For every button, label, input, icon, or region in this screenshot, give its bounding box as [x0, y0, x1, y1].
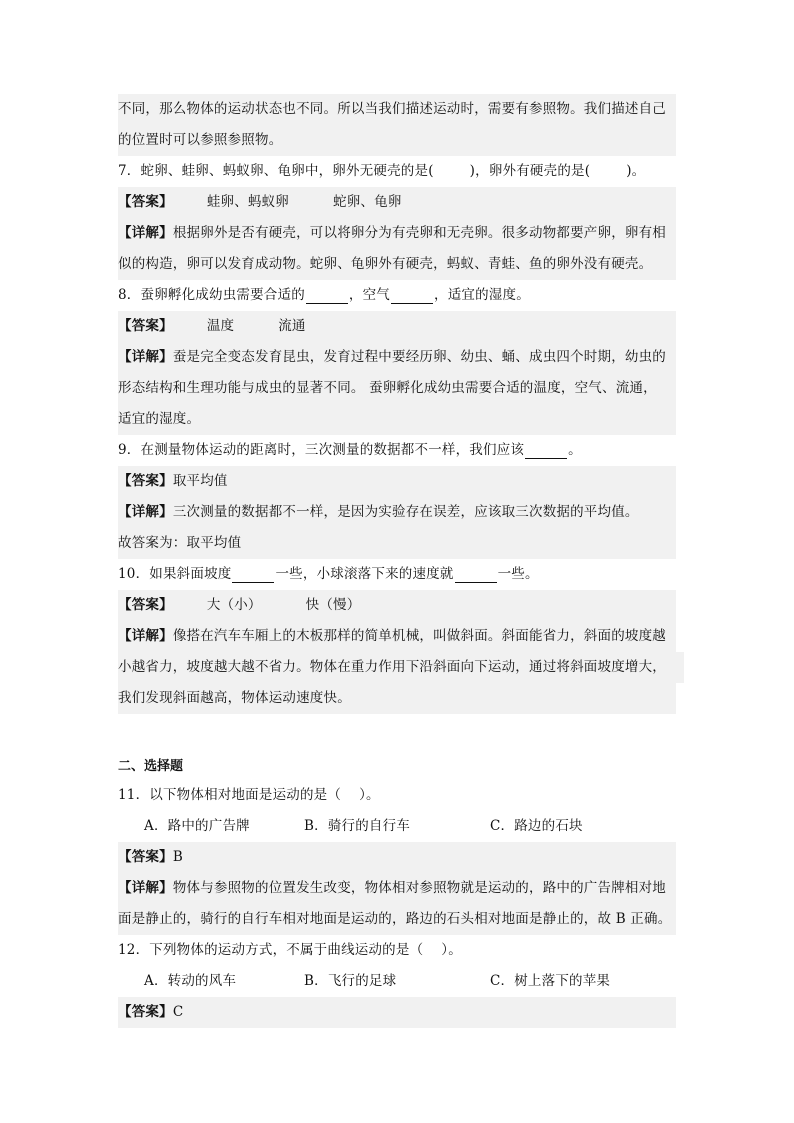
- detail-7: 【详解】根据卵外是否有硬壳，可以将卵分为有壳卵和无壳卵。很多动物都要产卵，卵有相: [118, 218, 676, 249]
- answer-label: 【答案】: [118, 849, 173, 865]
- answer-8: 【答案】 温度 流通: [118, 311, 676, 342]
- detail-10-cont: 我们发现斜面越高，物体运动速度快。: [118, 683, 676, 714]
- answer-label: 【答案】: [118, 318, 173, 334]
- option-c: C．路边的石块: [490, 818, 583, 834]
- detail-label: 【详解】: [118, 349, 173, 365]
- detail-7-cont: 似的构造，卵可以发育成动物。蛇卵、龟卵外有硬壳，蚂蚁、青蛙、鱼的卵外没有硬壳。: [118, 249, 676, 280]
- detail-label: 【详解】: [118, 880, 173, 896]
- prev-detail-line: 的位置时可以参照参照物。: [118, 125, 676, 156]
- detail-8-cont: 形态结构和生理功能与成虫的显著不同。 蚕卵孵化成幼虫需要合适的温度，空气、流通，: [118, 373, 676, 404]
- option-c: C．树上落下的苹果: [490, 973, 611, 989]
- question-10: 10．如果斜面坡度 一些，小球滚落下来的速度就 一些。: [118, 566, 539, 582]
- detail-8: 【详解】蚕是完全变态发育昆虫，发育过程中要经历卵、幼虫、蛹、成虫四个时期，幼虫的: [118, 342, 676, 373]
- options-12: [118, 966, 676, 997]
- detail-10-cont: 小越省力，坡度越大越不省力。物体在重力作用下沿斜面向下运动，通过将斜面坡度增大，: [118, 652, 684, 683]
- detail-label: 【详解】: [118, 628, 173, 644]
- answer-label: 【答案】: [118, 473, 173, 489]
- question-9: 9．在测量物体运动的距离时，三次测量的数据都不一样，我们应该 。: [118, 442, 582, 458]
- answer-blank: [232, 566, 274, 583]
- answer-label: 【答案】: [118, 1004, 173, 1020]
- options-11: [118, 811, 676, 842]
- answer-blank: [455, 566, 497, 583]
- answer-11: 【答案】B: [118, 842, 676, 873]
- detail-11: 【详解】物体与参照物的位置发生改变，物体相对参照物就是运动的，路中的广告牌相对地: [118, 873, 676, 904]
- answer-blank: [525, 442, 567, 459]
- question-7: 7．蛇卵、蛙卵、蚂蚁卵、龟卵中，卵外无硬壳的是( )，卵外有硬壳的是( )。: [118, 163, 646, 179]
- answer-7: 【答案】 蛙卵、蚂蚁卵 蛇卵、龟卵: [118, 187, 676, 218]
- detail-label: 【详解】: [118, 225, 173, 241]
- section-title: 二、选择题: [118, 759, 184, 774]
- option-b: B．骑行的自行车: [304, 818, 411, 834]
- answer-blank: [306, 287, 348, 304]
- question-11: 11．以下物体相对地面是运动的是（ ）。: [118, 787, 380, 803]
- question-12: 12．下列物体的运动方式，不属于曲线运动的是（ ）。: [118, 942, 462, 958]
- detail-label: 【详解】: [118, 504, 173, 520]
- answer-10: 【答案】 大（小） 快（慢）: [118, 590, 676, 621]
- option-b: B．飞行的足球: [304, 973, 397, 989]
- detail-9-final: 故答案为：取平均值: [118, 528, 676, 559]
- answer-blank: [391, 287, 433, 304]
- detail-10: 【详解】像搭在汽车车厢上的木板那样的简单机械，叫做斜面。斜面能省力，斜面的坡度越: [118, 621, 676, 652]
- prev-detail-line: 不同，那么物体的运动状态也不同。所以当我们描述运动时，需要有参照物。我们描述自己: [118, 94, 676, 125]
- option-a: A．转动的风车: [144, 973, 237, 989]
- detail-11-cont: 面是静止的，骑行的自行车相对地面是运动的，路边的石头相对地面是静止的，故 B 正确。: [118, 904, 676, 935]
- detail-8-cont: 适宜的湿度。: [118, 404, 676, 435]
- option-a: A．路中的广告牌: [144, 818, 250, 834]
- detail-9: 【详解】三次测量的数据都不一样，是因为实验存在误差，应该取三次数据的平均值。: [118, 497, 676, 528]
- answer-label: 【答案】: [118, 597, 173, 613]
- answer-12: 【答案】C: [118, 997, 676, 1028]
- answer-label: 【答案】: [118, 194, 173, 210]
- answer-9: 【答案】取平均值: [118, 466, 676, 497]
- question-8: 8．蚕卵孵化成幼虫需要合适的 ，空气 ，适宜的湿度。: [118, 287, 530, 303]
- document-body: [118, 94, 676, 1028]
